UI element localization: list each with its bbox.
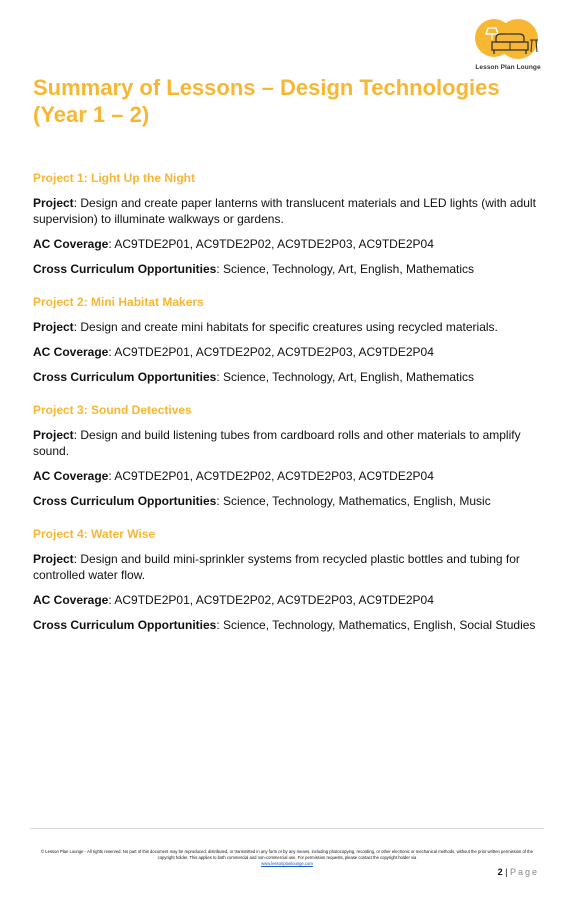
cross-curriculum-label: Cross Curriculum Opportunities (33, 494, 217, 508)
cross-curriculum: Cross Curriculum Opportunities: Science, Technology, Art, English, Mathematics (33, 262, 475, 276)
cross-curriculum-label: Cross Curriculum Opportunities (33, 370, 217, 384)
page-separator: | (505, 867, 508, 877)
page-number-value: 2 (497, 867, 503, 877)
project-label: Project (33, 196, 74, 210)
project-title: Project 2: Mini Habitat Makers (33, 295, 204, 309)
project-description-text: Design and build mini-sprinkler systems from recycled plastic bottles and tubing for controlled water flow. (33, 552, 520, 582)
cross-curriculum: Cross Curriculum Opportunities: Science, Technology, Art, English, Mathematics (33, 370, 475, 384)
project-section (33, 170, 548, 277)
cross-curriculum: Cross Curriculum Opportunities: Science, Technology, Mathematics, English, Social Studies (33, 618, 536, 632)
page-number (498, 867, 539, 877)
footer-copyright (38, 849, 536, 867)
page-title: Summary of Lessons – Design Technologies (Year 1 – 2) (33, 75, 500, 127)
project-label: Project (33, 428, 74, 442)
project-label: Project (33, 552, 74, 566)
ac-coverage-text: AC9TDE2P01, AC9TDE2P02, AC9TDE2P03, AC9TDE2P04 (114, 237, 434, 251)
cross-curriculum-label: Cross Curriculum Opportunities (33, 618, 217, 632)
project-description: Project: Design and create mini habitats for specific creatures using recycled materials. (33, 320, 498, 334)
logo (470, 18, 546, 74)
project-section (33, 294, 548, 385)
project-description-text: Design and create mini habitats for specific creatures using recycled materials. (80, 320, 498, 334)
project-section (33, 526, 548, 633)
ac-coverage: AC Coverage: AC9TDE2P01, AC9TDE2P02, AC9TDE2P03, AC9TDE2P04 (33, 345, 434, 359)
cross-curriculum-label: Cross Curriculum Opportunities (33, 262, 217, 276)
cross-curriculum: Cross Curriculum Opportunities: Science, Technology, Mathematics, English, Music (33, 494, 491, 508)
ac-coverage-label: AC Coverage (33, 237, 109, 251)
project-description: Project: Design and create paper lanterns with translucent materials and LED lights (with adult supervision) to illuminate walkways or gardens. (33, 196, 536, 226)
project-title: Project 4: Water Wise (33, 527, 156, 541)
ac-coverage-text: AC9TDE2P01, AC9TDE2P02, AC9TDE2P03, AC9TDE2P04 (114, 345, 434, 359)
cross-curriculum-text: Science, Technology, Art, English, Mathematics (223, 370, 475, 384)
project-description-text: Design and build listening tubes from cardboard rolls and other materials to amplify sound. (33, 428, 521, 458)
project-list (33, 170, 548, 650)
ac-coverage-text: AC9TDE2P01, AC9TDE2P02, AC9TDE2P03, AC9TDE2P04 (114, 469, 434, 483)
logo-text: Lesson Plan Lounge (475, 64, 541, 71)
copyright-text: © Lesson Plan Lounge - All rights reserved. No part of this document may be reproduced, distributed, or transmitted in any form or by any means, including photocopying, recording, or other electronic or mechanical methods, without the prior written permission of the copyright holder. This applies to both commercial and non-commercial use. For permission requests, please contact the copyright holder via (41, 849, 533, 860)
footer-divider (30, 828, 544, 829)
project-description-text: Design and create paper lanterns with translucent materials and LED lights (with adult supervision) to illuminate walkways or gardens. (33, 196, 536, 226)
ac-coverage-text: AC9TDE2P01, AC9TDE2P02, AC9TDE2P03, AC9TDE2P04 (114, 593, 434, 607)
project-description: Project: Design and build mini-sprinkler systems from recycled plastic bottles and tubing for controlled water flow. (33, 552, 520, 582)
project-section (33, 402, 548, 509)
cross-curriculum-text: Science, Technology, Mathematics, English, Music (223, 494, 491, 508)
ac-coverage-label: AC Coverage (33, 593, 109, 607)
project-label: Project (33, 320, 74, 334)
ac-coverage-label: AC Coverage (33, 469, 109, 483)
ac-coverage: AC Coverage: AC9TDE2P01, AC9TDE2P02, AC9TDE2P03, AC9TDE2P04 (33, 469, 434, 483)
project-title: Project 1: Light Up the Night (33, 171, 195, 185)
project-title: Project 3: Sound Detectives (33, 403, 192, 417)
project-description: Project: Design and build listening tubes from cardboard rolls and other materials to amplify sound. (33, 428, 521, 458)
sofa-lamp-icon (474, 18, 542, 64)
ac-coverage: AC Coverage: AC9TDE2P01, AC9TDE2P02, AC9TDE2P03, AC9TDE2P04 (33, 237, 434, 251)
cross-curriculum-text: Science, Technology, Mathematics, English, Social Studies (223, 618, 536, 632)
page-label: Page (509, 867, 539, 877)
website-link[interactable]: www.lessonplanlounge.com (261, 861, 313, 866)
ac-coverage: AC Coverage: AC9TDE2P01, AC9TDE2P02, AC9TDE2P03, AC9TDE2P04 (33, 593, 434, 607)
ac-coverage-label: AC Coverage (33, 345, 109, 359)
cross-curriculum-text: Science, Technology, Art, English, Mathematics (223, 262, 475, 276)
